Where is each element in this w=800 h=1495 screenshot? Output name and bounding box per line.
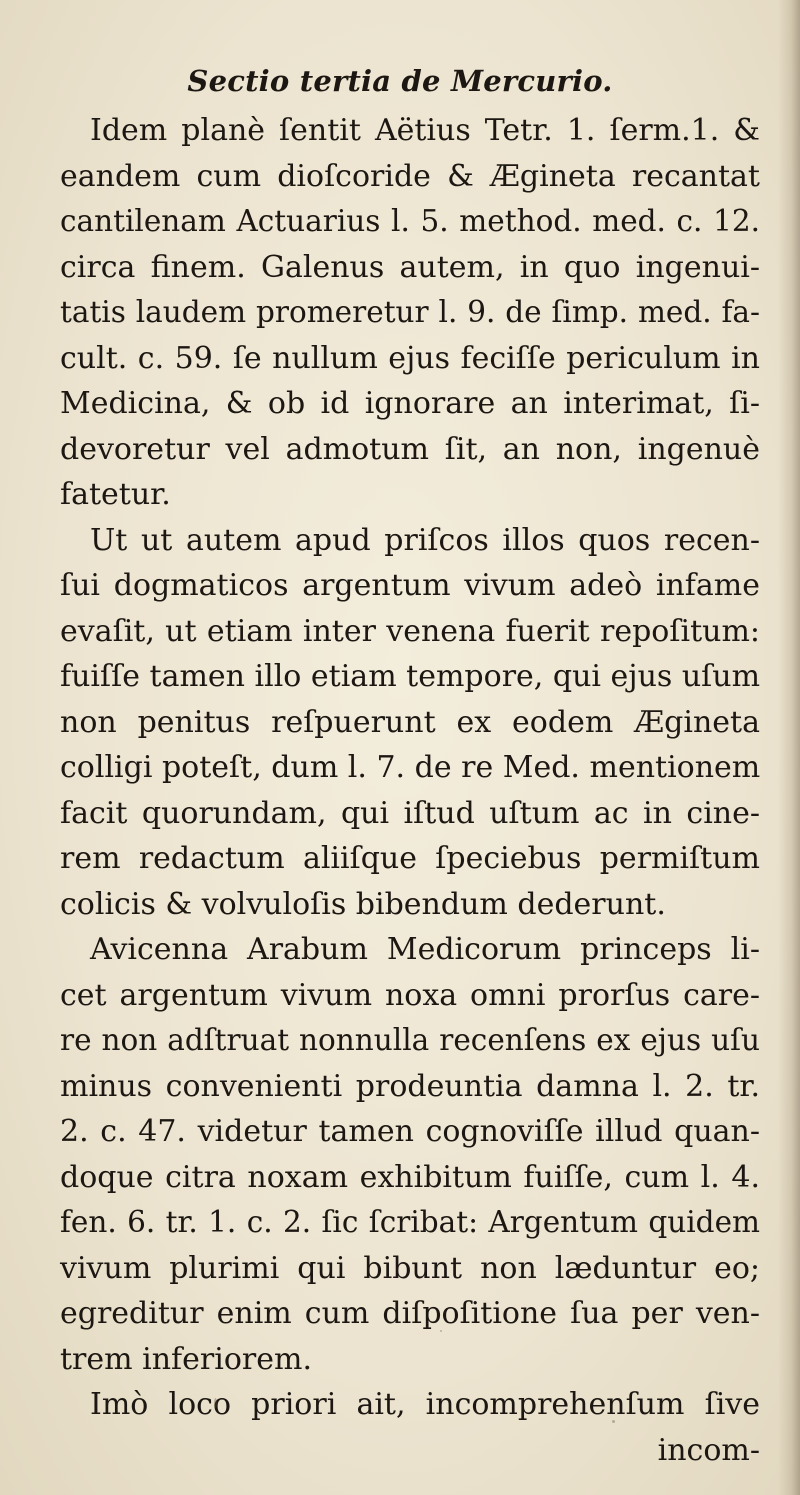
- text-line-19: Avicenna Arabum Medicorum princeps li-: [90, 932, 760, 967]
- text-line-7: Medicina, & ob id ignorare an interimat, ſi-: [60, 386, 760, 421]
- text-line-21: re non adſtruat nonnulla recenſens ex ejus uſu: [60, 1023, 760, 1057]
- text-line-13: fuiſſe tamen illo etiam tempore, qui ejus uſum: [60, 659, 761, 694]
- text-line-9: fatetur.: [60, 477, 171, 512]
- text-line-2: eandem cum dioſcoride & Ægineta recantat: [60, 158, 760, 194]
- text-line-26: vivum plurimi qui bibunt non læduntur eo;: [60, 1250, 760, 1286]
- text-line-3: cantilenam Actuarius l. 5. method. med. c. 12.: [60, 204, 760, 238]
- text-line-15: colligi poteſt, dum l. 7. de re Med. mentionem: [60, 750, 761, 785]
- text-line-1: Idem planè ſentit Aëtius Tetr. 1. ſerm.1. &: [90, 113, 760, 148]
- text-line-29: Imò loco priori ait, incomprehenſum ſive: [90, 1387, 760, 1422]
- text-line-25: fen. 6. tr. 1. c. 2. ſic ſcribat: Argentum quidem: [60, 1205, 760, 1239]
- text-line-18: colicis & volvuloſis bibendum dederunt.: [60, 886, 666, 922]
- text-line-4: circa finem. Galenus autem, in quo ingenui-: [60, 249, 760, 285]
- body-text: [60, 108, 760, 1473]
- text-line-10: Ut ut autem apud priſcos illos quos recen-: [90, 522, 760, 558]
- paper-speck: [612, 1420, 615, 1423]
- text-line-27: egreditur enim cum diſpoſitione ſua per ven-: [60, 1296, 760, 1331]
- text-line-22: minus convenienti prodeuntia damna l. 2. tr.: [60, 1068, 760, 1104]
- paper-speck: [214, 1398, 217, 1408]
- text-line-12: evaſit, ut etiam inter venena fuerit repoſitum:: [60, 613, 760, 649]
- page-edge-shadow: [778, 0, 800, 1495]
- running-head: Sectio tertia de Mercurio.: [187, 64, 613, 98]
- text-line-16: facit quorundam, qui iſtud uſtum ac in cine-: [60, 795, 760, 831]
- text-line-17: rem redactum aliiſque ſpeciebus permiſtum: [60, 841, 760, 876]
- text-line-11: ſui dogmaticos argentum vivum adeò infame: [60, 568, 760, 603]
- text-line-24: doque citra noxam exhibitum fuiſſe, cum l. 4.: [60, 1159, 760, 1195]
- text-line-28: trem inferiorem.: [60, 1341, 312, 1377]
- text-line-6: cult. c. 59. ſe nullum ejus feciſſe periculum in: [60, 340, 760, 376]
- text-line-20: cet argentum vivum noxa omni prorſus care-: [60, 977, 760, 1013]
- text-line-8: devoretur vel admotum ſit, an non, ingenuè: [60, 431, 760, 467]
- catchword: incom-: [657, 1432, 760, 1468]
- paper-speck: [440, 1330, 442, 1332]
- text-line-23: 2. c. 47. videtur tamen cognoviſſe illud quan-: [60, 1114, 760, 1149]
- text-line-14: non penitus reſpuerunt ex eodem Ægineta: [60, 704, 760, 740]
- text-line-5: tatis laudem promeretur l. 9. de ſimp. med. fa-: [60, 295, 760, 329]
